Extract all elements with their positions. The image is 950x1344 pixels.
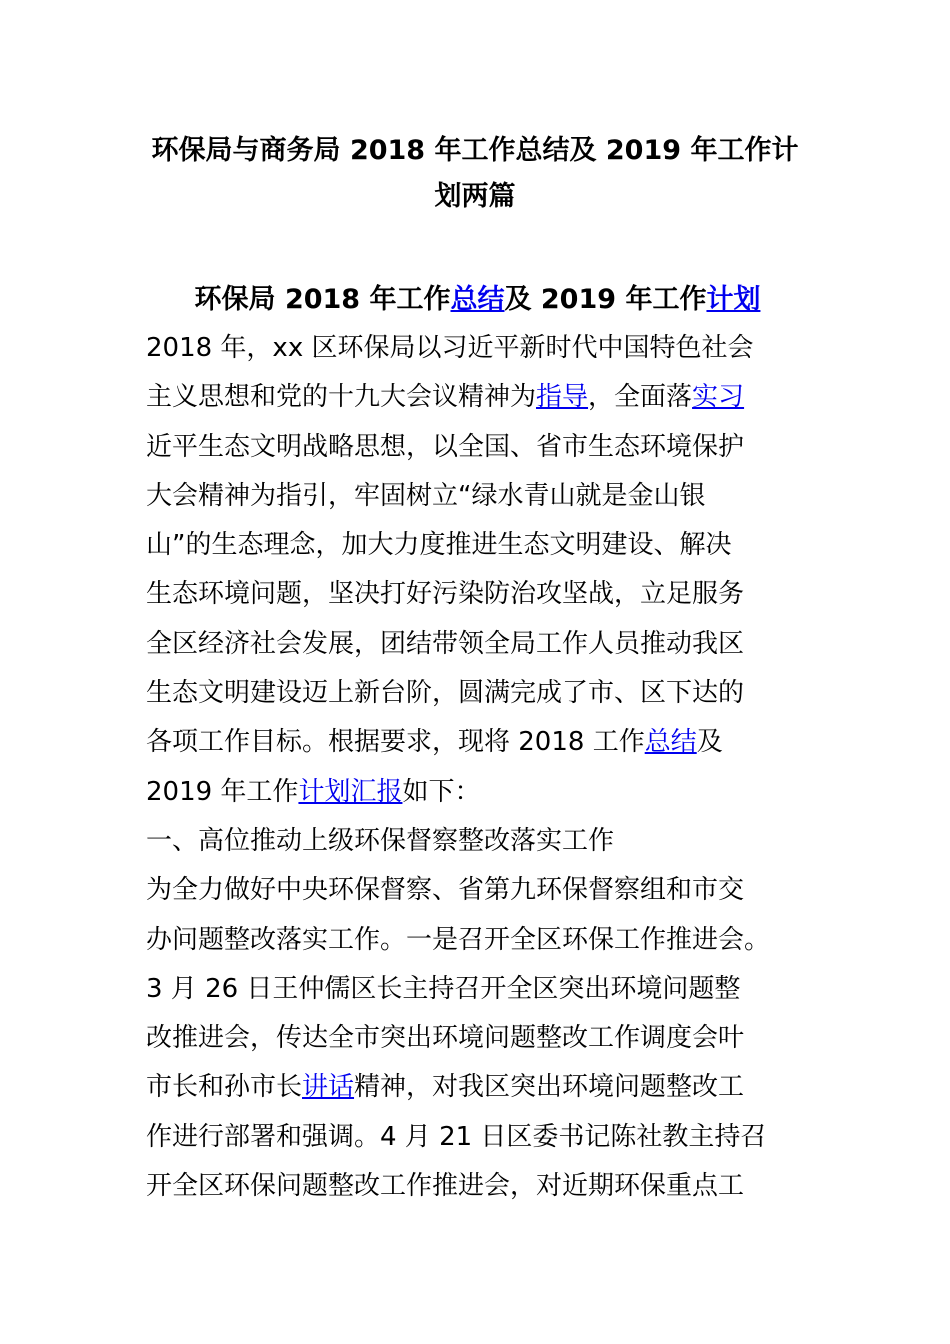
text-run: 精神，对我区突出环境问题整改工 — [354, 1072, 745, 1103]
text-line: 改推进会，传达全市突出环境问题整改工作调度会叶 — [146, 1023, 745, 1054]
text-run: 主义思想和党的十九大会议精神为 — [146, 382, 537, 413]
text-line: 生态环境问题，坚决打好污染防治攻坚战，立足服务 — [146, 579, 745, 610]
link-speech[interactable]: 讲话 — [302, 1072, 355, 1103]
text-line — [146, 1063, 826, 1112]
text-run: 市长和孙市长 — [146, 1072, 303, 1103]
text-run: ，全面落 — [588, 382, 693, 413]
text-run: 及 — [696, 727, 723, 758]
text-line: 3 月 26 日王仲儒区长主持召开全区突出环境问题整 — [146, 973, 741, 1004]
text-line — [146, 373, 826, 422]
text-line: 办问题整改落实工作。一是召开全区环保工作推进会。 — [146, 924, 771, 955]
text-line: 山”的生态理念，加大力度推进生态文明建设、解决 — [146, 530, 732, 561]
text-line: 大会精神为指引，牢固树立“绿水青山就是金山银 — [146, 480, 706, 511]
text-line: 为全力做好中央环保督察、省第九环保督察组和市交 — [146, 875, 745, 906]
link-guidance[interactable]: 指导 — [536, 382, 589, 413]
section-heading: 一、高位推动上级环保督察整改落实工作 — [146, 825, 615, 856]
link-summary[interactable]: 总结 — [450, 284, 505, 315]
text-line: 作进行部署和强调。4 月 21 日区委书记陈社教主持召 — [146, 1121, 767, 1152]
link-summary-inline[interactable]: 总结 — [644, 727, 697, 758]
text-run: 各项工作目标。根据要求，现将 2018 工作 — [146, 727, 645, 758]
text-line — [146, 718, 826, 767]
text-run: 如下： — [402, 776, 481, 807]
body-text — [146, 324, 826, 1211]
link-plan-report[interactable]: 计划汇报 — [298, 776, 403, 807]
title-line-1: 环保局与商务局 2018 年工作总结及 2019 年工作计 — [151, 135, 799, 166]
section-title-text: 环保局 2018 年工作 — [194, 284, 451, 315]
text-line: 生态文明建设迈上新台阶，圆满完成了市、区下达的 — [146, 678, 745, 709]
text-line: 全区经济社会发展，团结带领全局工作人员推动我区 — [146, 628, 745, 659]
text-line: 近平生态文明战略思想，以全国、省市生态环境保护 — [146, 431, 745, 462]
text-line: 开全区环保问题整改工作推进会，对近期环保重点工 — [146, 1171, 745, 1202]
document-title — [120, 128, 830, 220]
section-title — [145, 278, 810, 322]
section-title-text: 及 2019 年工作 — [504, 284, 707, 315]
text-run: 2019 年工作 — [146, 776, 299, 807]
title-line-2: 划两篇 — [434, 181, 516, 212]
link-plan[interactable]: 计划 — [706, 284, 761, 315]
text-line: 2018 年，xx 区环保局以习近平新时代中国特色社会 — [146, 333, 754, 363]
link-study[interactable]: 实习 — [692, 382, 745, 413]
text-line — [146, 768, 826, 817]
